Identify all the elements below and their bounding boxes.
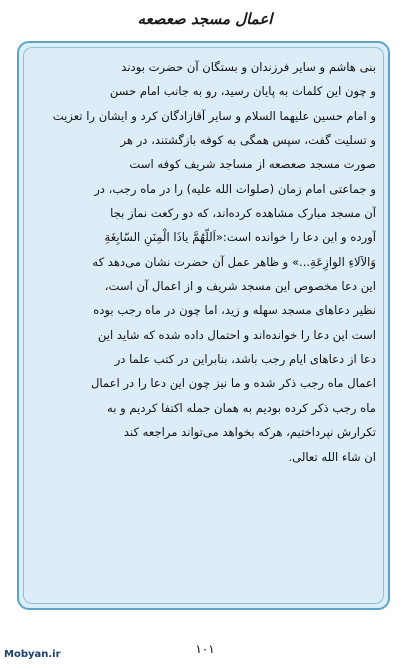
text-line: و جماعتی امام زمان (صلوات الله علیه) را در ماه رجب، در [94, 181, 376, 196]
site-watermark: Mobyan.ir [4, 649, 61, 660]
text-line: آورده و این دعا را خوانده است:«اَللّهُمَّ یاذَا الْمِنَنِ السّابِغَةِ [104, 230, 376, 245]
text-line: این دعا مخصوص این مسجد شریف و از اعمال آن است، [104, 279, 376, 294]
text-line: آن مسجد مبارک مشاهده کرده‌اند، که دو رکعت نماز بجا [110, 206, 376, 221]
text-line: ماه رجب ذکر کرده بودیم به همان جمله اکتفا کردیم و به [107, 400, 376, 415]
text-line: صورت مسجد صعصعه از مساجد شریف کوفه است [129, 157, 376, 172]
text-line: اعمال ماه رجب ذکر شده و ما نیز چون این دعا را در اعمال [90, 376, 376, 391]
text-line: بنی هاشم و سایر فرزندان و بستگان آن حضرت بودند [121, 60, 376, 74]
page-title: اعمال مسجد صعصعه [137, 10, 273, 28]
text-line: نظیر دعاهای مسجد سهله و زید، اما چون در ماه رجب بوده [93, 303, 376, 318]
text-line: تکرارش نپرداختیم، هرکه بخواهد می‌تواند مراجعه کند [123, 425, 376, 440]
text-line: ان شاء الله تعالی. [288, 449, 376, 464]
text-line: و امام حسین علیهما السلام و سایر آقازادگان کرد و ایشان را تعزیت [52, 108, 376, 123]
text-line: و چون این کلمات به پایان رسید، رو به جانب امام حسن [109, 84, 376, 99]
text-frame [17, 41, 390, 610]
text-line: دعا از دعاهای ایام رجب باشد، بنابراین در کتب علما در [114, 352, 376, 367]
text-line: وَالآلاءِ الوازِعَةِ...» و ظاهر عمل آن حضرت نشان می‌دهد که [92, 254, 376, 269]
page-number: ۱۰۱ [195, 642, 215, 656]
text-line: و تسلیت گفت، سپس همگی به کوفه بازگشتند، در هر [120, 133, 376, 148]
text-line: است این دعا را خوانده‌اند و احتمال داده شده که شاید این [97, 327, 376, 342]
body-text [31, 55, 376, 469]
